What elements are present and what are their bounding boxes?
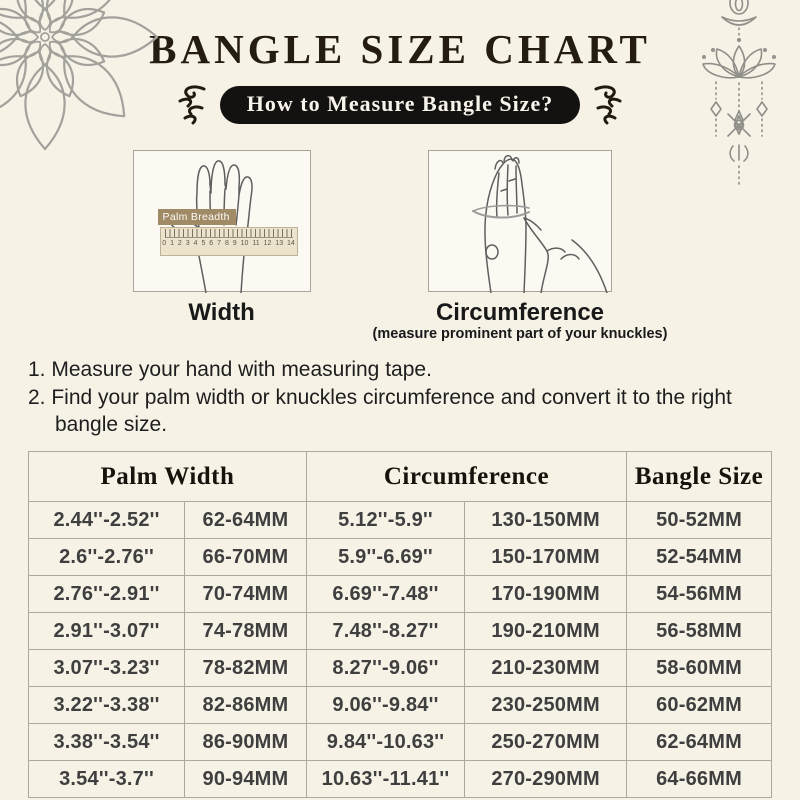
header-palm-width: Palm Width xyxy=(29,452,307,502)
hands-measuring-knuckles-icon xyxy=(429,151,613,293)
bangle-size-table xyxy=(28,451,772,798)
hand-circumference-illustration xyxy=(428,150,612,292)
table-row: 2.6''-2.76'' 66-70MM 5.9''-6.69'' 150-170MM 52-54MM xyxy=(29,539,772,576)
header-circumference: Circumference xyxy=(306,452,626,502)
ruler-numbers: 0 1 2 3 4 5 6 7 8 9 10 11 12 13 14 xyxy=(162,240,295,247)
hand-width-illustration xyxy=(133,150,311,292)
table-row: 3.07''-3.23'' 78-82MM 8.27''-9.06'' 210-230MM 58-60MM xyxy=(29,650,772,687)
table-row: 3.22''-3.38'' 82-86MM 9.06''-9.84'' 230-250MM 60-62MM xyxy=(29,687,772,724)
table-header-row xyxy=(29,452,772,502)
measure-diagrams xyxy=(0,150,800,342)
how-to-measure-badge: How to Measure Bangle Size? xyxy=(220,86,580,124)
instruction-step-2: 2. Find your palm width or knuckles circumference and convert it to the right bangle size. xyxy=(28,385,732,437)
palm-breadth-label: Palm Breadth xyxy=(158,209,236,225)
ruler-ticks xyxy=(165,229,293,238)
width-diagram-column xyxy=(133,150,311,342)
table-row: 2.44''-2.52'' 62-64MM 5.12''-5.9'' 130-150MM 50-52MM xyxy=(29,502,772,539)
circumference-diagram-column xyxy=(373,150,668,342)
instructions xyxy=(28,356,772,439)
table-row: 3.54''-3.7'' 90-94MM 10.63''-11.41'' 270-290MM 64-66MM xyxy=(29,761,772,798)
header-bangle-size: Bangle Size xyxy=(627,452,772,502)
flourish-left-icon xyxy=(174,83,208,127)
ruler xyxy=(160,227,298,256)
badge-row xyxy=(0,83,800,127)
knuckles-note: (measure prominent part of your knuckles) xyxy=(372,326,668,342)
width-caption: Width xyxy=(188,299,255,326)
instruction-step-1: 1. Measure your hand with measuring tape. xyxy=(28,358,432,381)
table-row: 2.76''-2.91'' 70-74MM 6.69''-7.48'' 170-190MM 54-56MM xyxy=(29,576,772,613)
table-row: 2.91''-3.07'' 74-78MM 7.48''-8.27'' 190-210MM 56-58MM xyxy=(29,613,772,650)
page-title: BANGLE SIZE CHART xyxy=(149,26,651,72)
circumference-caption: Circumference xyxy=(435,299,605,326)
table-row: 3.38''-3.54'' 86-90MM 9.84''-10.63'' 250-270MM 62-64MM xyxy=(29,724,772,761)
flourish-right-icon xyxy=(592,83,626,127)
